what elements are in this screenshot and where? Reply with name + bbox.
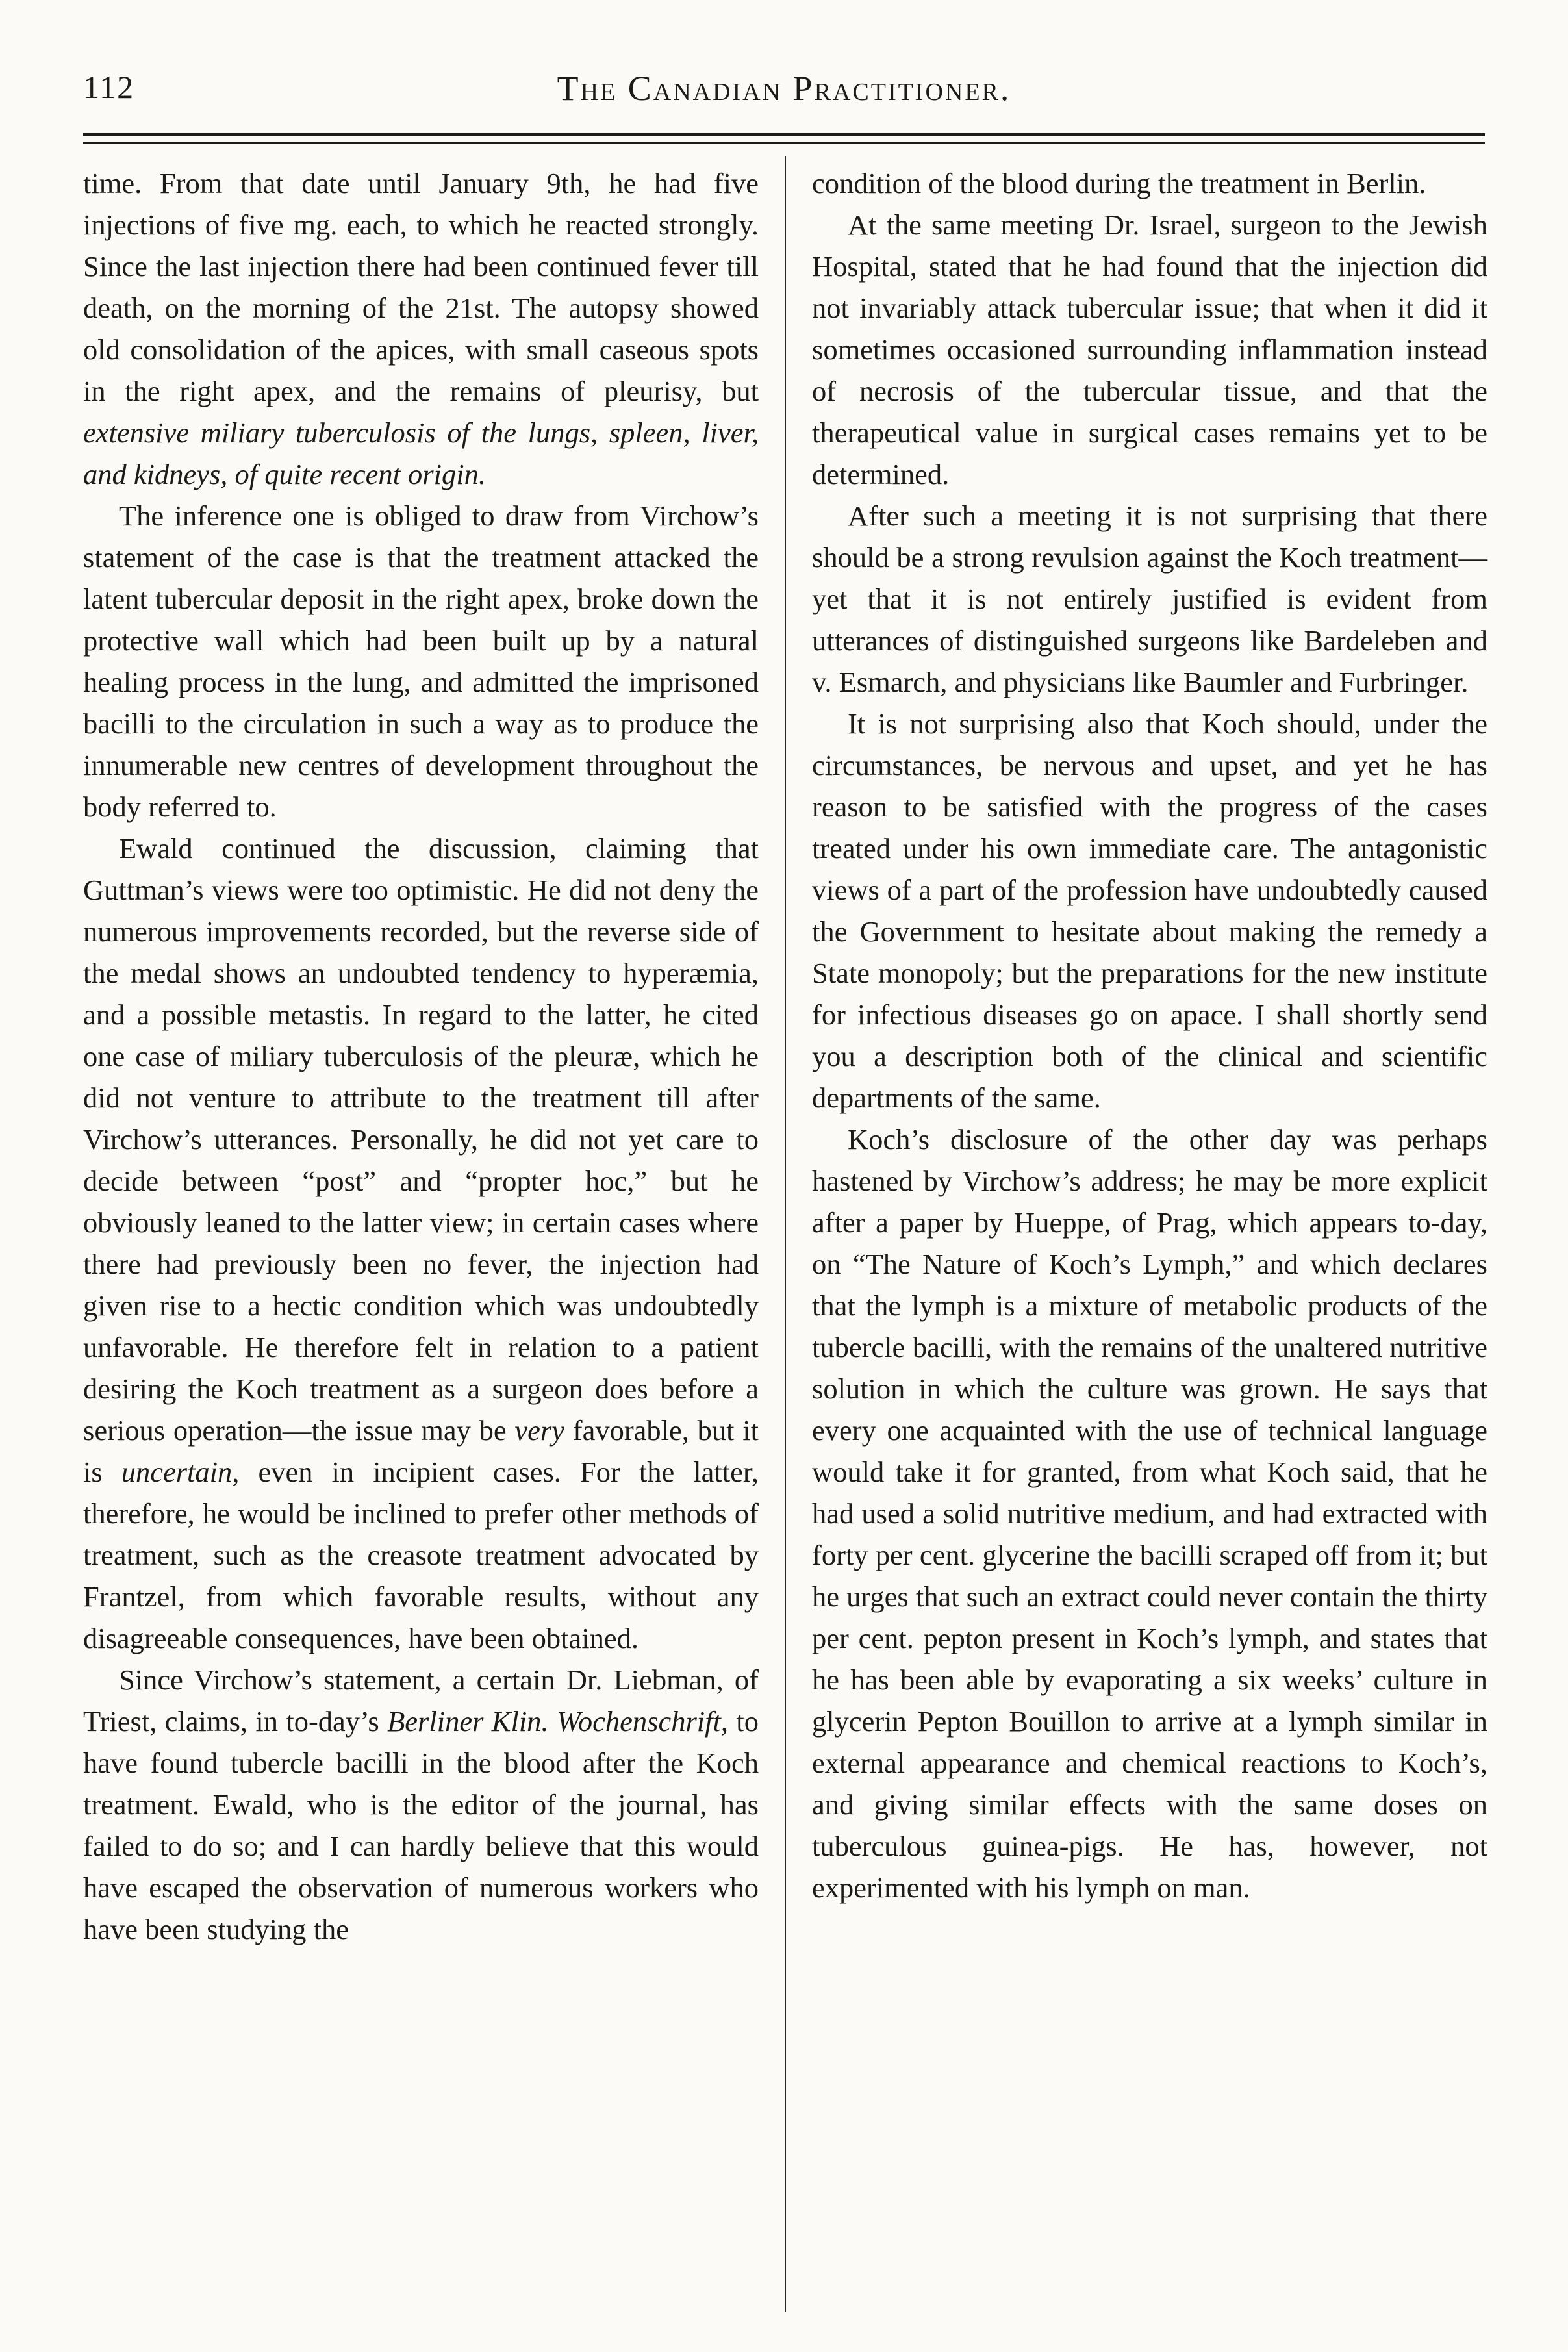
paragraph: condition of the blood during the treatment in Berlin. (812, 167, 1426, 199)
paragraph (83, 1659, 759, 1950)
left-column (83, 162, 759, 1950)
paragraph (83, 828, 759, 1659)
paragraph-text: , to have found tubercle bacilli in the blood after the Koch treatment. Ewald, who is the editor of the journal, has failed to do so; and I can hardly believe that this would have escaped the observation of numerous workers who have been studying the (83, 1705, 759, 1945)
journal-title: The Canadian Practitioner. (557, 69, 1011, 108)
page-number: 112 (83, 69, 135, 105)
paragraph-text: Ewald continued the discussion, claiming that Guttman’s views were too optimistic. He did not deny the numerous improvements recorded, but the reverse side of the medal shows an undoubted tendency to hyperæmia, and a possible metastis. In regard to the latter, he cited one case of miliary tuberculosis of the pleuræ, which he did not venture to attribute to the treatment till after Virchow’s utterances. Personally, he did not yet care to decide between “post” and “propter hoc,” but he obviously leaned to the latter view; in certain cases where there had previously been no fever, the injection had given rise to a hectic condition which was undoubtedly unfavorable. He therefore felt in relation to a patient desiring the Koch treatment as a surgeon does before a serious operation—the issue may be (83, 832, 759, 1447)
paragraph-text: favorable, but it is (83, 1414, 759, 1488)
italic-text: extensive miliary tuberculosis of the lungs, spleen, liver, and kidneys, of quite recent origin. (83, 416, 759, 490)
italic-text: uncertain (121, 1456, 233, 1488)
header-rule-thick (83, 133, 1485, 136)
column-divider (785, 156, 786, 2312)
paragraph-text: Since Virchow’s statement, a certain Dr. Liebman, of Triest, claims, in to-day’s (83, 1663, 759, 1738)
paragraph: It is not surprising also that Koch should, under the circumstances, be nervous and upset, and yet he has reason to be satisfied with the progress of the cases treated under his own immediate care. The antagonistic views of a part of the profession have undoubtedly caused the Government to hesitate about making the remedy a State monopoly; but the preparations for the new institute for infectious diseases go on apace. I shall shortly send you a description both of the clinical and scientific departments of the same. (812, 707, 1487, 1114)
paragraph-text: time. From that date until January 9th, he had five injections of five mg. each, to which he reacted strongly. Since the last injection there had been continued fever till death, on the morning of the 21st. The autopsy showed old consolidation of the apices, with small caseous spots in the right apex, and the remains of pleurisy, but (83, 167, 759, 407)
paragraph-text: , even in incipient cases. For the latter, therefore, he would be inclined to prefer other methods of treatment, such as the creasote treatment advocated by Frantzel, from which favorable results, without any disagreeable consequences, have been obtained. (83, 1456, 759, 1654)
paragraph: At the same meeting Dr. Israel, surgeon to the Jewish Hospital, stated that he had found that the injection did not invariably attack tubercular issue; that when it did it sometimes occasioned surrounding inflammation instead of necrosis of the tubercular tissue, and that the therapeutical value in surgical cases remains yet to be determined. (812, 209, 1487, 490)
header-rule-thin (83, 142, 1485, 144)
italic-text: very (514, 1414, 564, 1447)
paragraph: The inference one is obliged to draw from Virchow’s statement of the case is that the treatment attacked the latent tubercular deposit in the right apex, broke down the protective wall which had been built up by a natural healing process in the lung, and admitted the imprisoned bacilli to the circulation in such a way as to produce the innumerable new centres of development throughout the body referred to. (83, 499, 759, 823)
italic-text: Berliner Klin. Wochenschrift (387, 1705, 721, 1738)
right-column (812, 162, 1487, 1908)
paragraph: Koch’s disclosure of the other day was perhaps hastened by Virchow’s address; he may be more explicit after a paper by Hueppe, of Prag, which appears to-day, on “The Nature of Koch’s Lymph,” and which declares that the lymph is a mixture of metabolic products of the tubercle bacilli, with the remains of the unaltered nutritive solution in which the culture was grown. He says that every one acquainted with the use of technical language would take it for granted, from what Koch said, that he had used a solid nutritive medium, and had extracted with forty per cent. glycerine the bacilli scraped off from it; but he urges that such an extract could never contain the thirty per cent. pepton present in Koch’s lymph, and states that he has been able by evaporating a six weeks’ culture in glycerin Pepton Bouillon to arrive at a lymph similar in external appearance and chemical reactions to Koch’s, and giving similar effects with the same doses on tuberculous guinea-pigs. He has, however, not experimented with his lymph on man. (812, 1123, 1487, 1904)
paragraph (83, 162, 759, 495)
paragraph: After such a meeting it is not surprising that there should be a strong revulsion against the Koch treatment—yet that it is not entirely justified is evident from utterances of distinguished surgeons like Bardeleben and v. Esmarch, and physicians like Baumler and Furbringer. (812, 499, 1487, 698)
running-head (83, 68, 1485, 120)
